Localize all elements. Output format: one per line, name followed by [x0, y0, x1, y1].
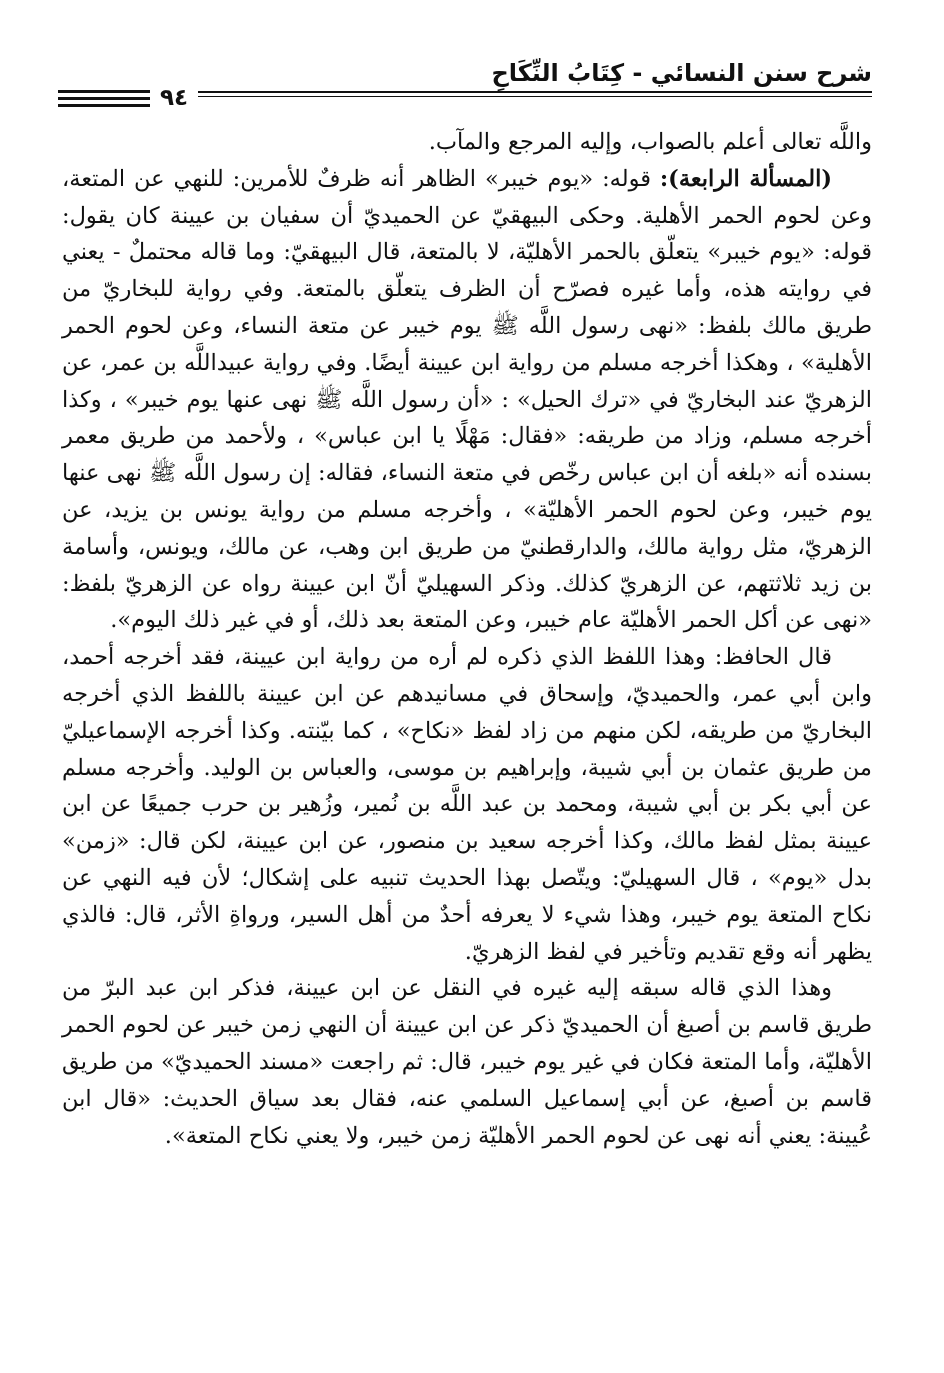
page-number-area — [58, 86, 198, 110]
page-body — [62, 124, 872, 1154]
issue-text: قوله: «يوم خيبر» الظاهر أنه ظرفٌ للأمرين: للنهي عن المتعة، وعن لحوم الحمر الأهلية. وحكى البيهقيّ عن الحميديّ أن سفيان بن عيينة كان يقول: قوله: «يوم خيبر» يتعلّق بالحمر الأهليّة، لا بالمتعة، قال البيهقيّ: وما قاله محتملٌ - يعني في روايته هذه، وأما غيره فصرّح أن الظرف يتعلّق بالمتعة. وفي رواية للبخاريّ من طريق مالك بلفظ: «نهى رسول اللَّه ﷺ يوم خيبر عن متعة النساء، وعن لحوم الحمر الأهلية» ، وهكذا أخرجه مسلم من رواية ابن عيينة أيضًا. وفي رواية عبيداللَّه بن عمر، عن الزهريّ عند البخاريّ في «ترك الحيل» : «أن رسول اللَّه ﷺ نهى عنها يوم خيبر» ، وكذا أخرجه مسلم، وزاد من طريقه: «فقال: مَهْلًا يا ابن عباس» ، ولأحمد من طريق معمر بسنده أنه «بلغه أن ابن عباس رخّص في متعة النساء، فقاله: إن رسول اللَّه ﷺ نهى عنها يوم خيبر، وعن لحوم الحمر الأهليّة» ، وأخرجه مسلم من رواية يونس بن يزيد، عن الزهريّ، مثل رواية مالك، والدارقطنيّ من طريق ابن وهب، عن مالك، ويونس، وأسامة بن زيد ثلاثتهم، عن الزهريّ كذلك. وذكر السهيليّ أنّ ابن عيينة رواه عن الزهريّ بلفظ: «نهى عن أكل الحمر الأهليّة عام خيبر، وعن المتعة بعد ذلك، أو في غير ذلك اليوم». — [62, 165, 872, 634]
issue-heading: (المسألة الرابعة): — [659, 165, 832, 192]
page-number-line-3 — [58, 104, 150, 107]
paragraph-final: وهذا الذي قاله سبقه إليه غيره في النقل عن ابن عيينة، فذكر ابن عبد البرّ من طريق قاسم بن أصبغ أن الحميديّ ذكر عن ابن عيينة أن النهي زمن خيبر عن لحوم الحمر الأهليّة، وأما المتعة فكان في غير يوم خيبر، قال: ثم راجعت «مسند الحميديّ» من طريق قاسم بن أصبغ، عن أبي إسماعيل السلمي عنه، فقال بعد سياق الحديث: «قال ابن عُيينة: يعني أنه نهى عن لحوم الحمر الأهليّة زمن خيبر، ولا يعني نكاح المتعة». — [62, 975, 872, 1149]
paragraph-fourth-issue — [62, 161, 872, 639]
paragraph-hafiz-comment: قال الحافظ: وهذا اللفظ الذي ذكره لم أره من رواية ابن عيينة، فقد أخرجه أحمد، وابن أبي عمر، والحميديّ، وإسحاق في مسانيدهم عن ابن عيينة باللفظ الذي أخرجه البخاريّ من طريقه، لكن منهم من زاد لفظ «نكاح» ، كما بيّنته. وكذا أخرجه الإسماعيليّ من طريق عثمان بن أبي شيبة، وإبراهيم بن موسى، والعباس بن الوليد. وأخرجه مسلم عن أبي بكر بن أبي شيبة، ومحمد بن عبد اللَّه بن نُمير، وزُهير بن حرب جميعًا عن ابن عيينة بمثل لفظ مالك، وكذا أخرجه سعيد بن منصور، عن ابن عيينة، لكن قال: «زمن» بدل «يوم» ، قال السهيليّ: ويتّصل بهذا الحديث تنبيه على إشكال؛ لأن فيه النهي عن نكاح المتعة يوم خيبر، وهذا شيء لا يعرفه أحدٌ من أهل السير، ورواةِ الأثر، قال: فالذي يظهر أنه وقع تقديم وتأخير في لفظ الزهريّ. — [62, 644, 872, 965]
running-title: شرح سنن النسائي - كِتَابُ النِّكَاحِ — [491, 59, 872, 87]
page-number: ٩٤ — [160, 85, 189, 111]
page-number-line-2 — [58, 97, 150, 100]
page-header — [58, 58, 872, 110]
page-number-line-1 — [58, 90, 150, 93]
page-number-rule — [58, 90, 150, 107]
paragraph-closing-line: واللَّه تعالى أعلم بالصواب، وإليه المرجع والمآب. — [428, 129, 872, 155]
